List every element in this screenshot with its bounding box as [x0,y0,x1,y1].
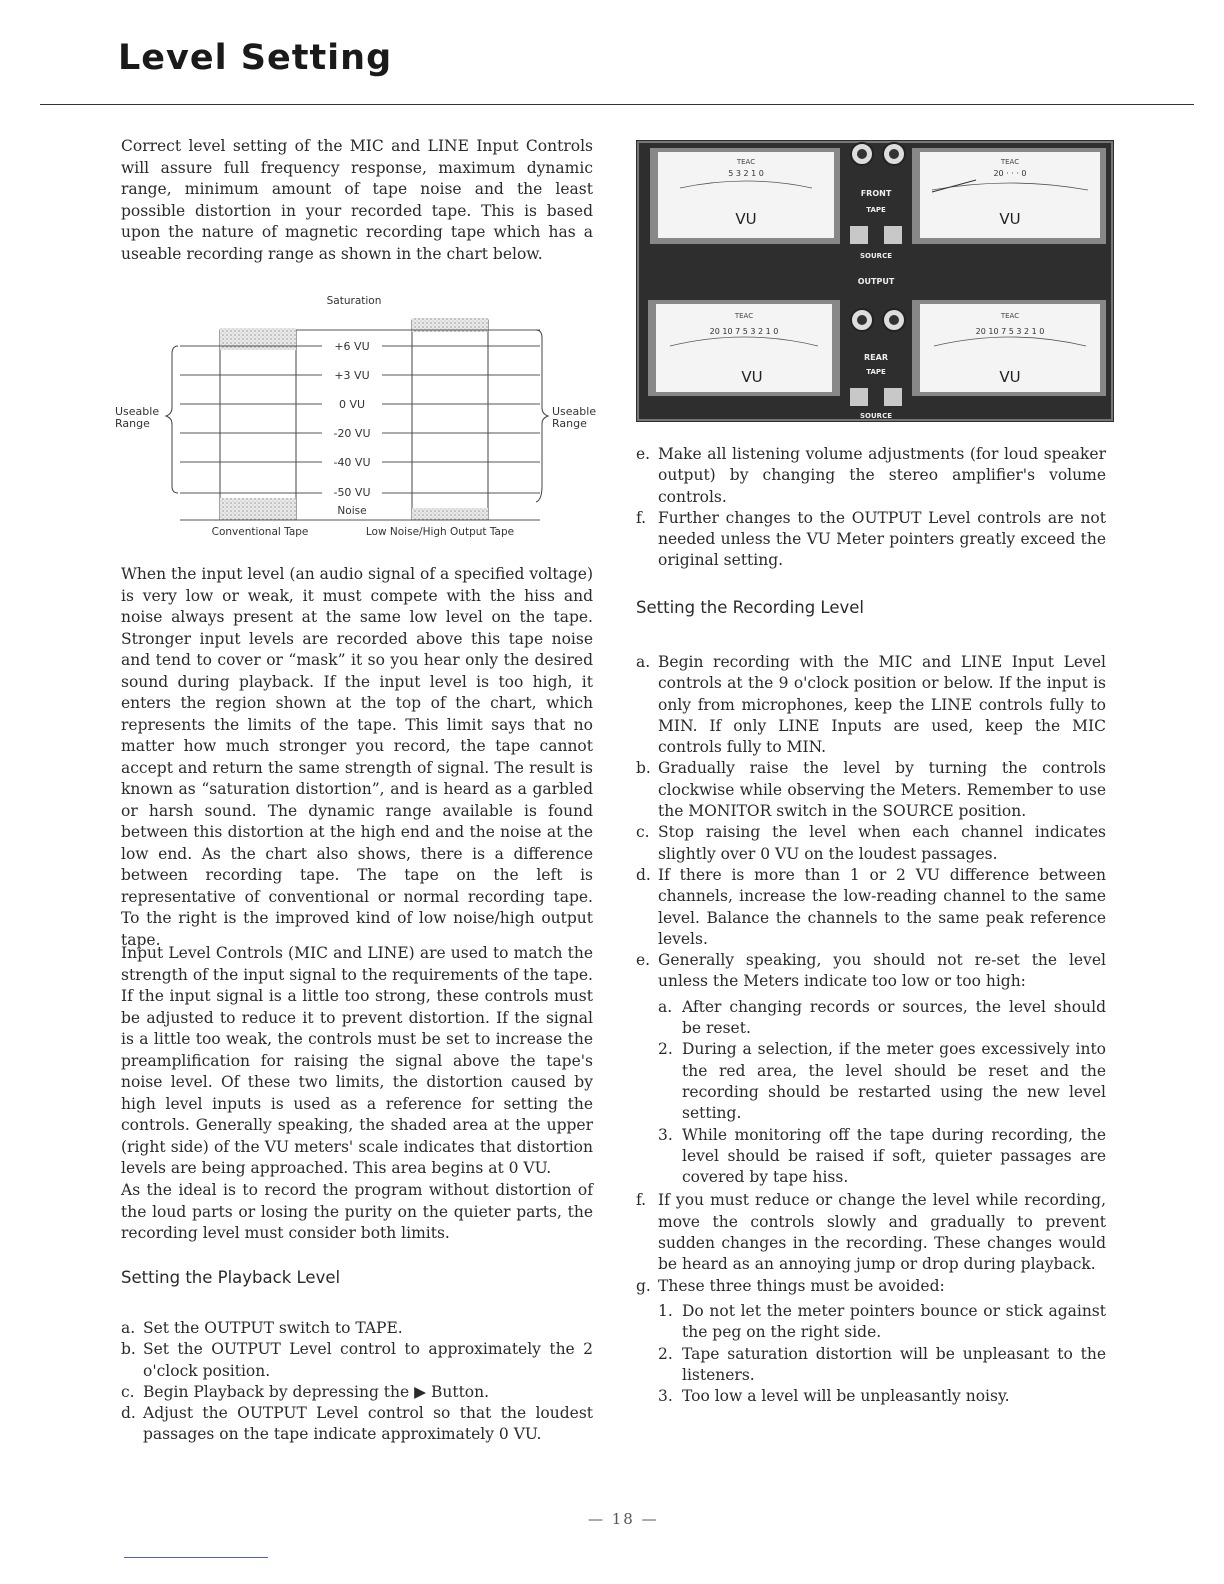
svg-text:TAPE: TAPE [866,206,886,214]
svg-text:TEAC: TEAC [1000,158,1020,166]
paragraph-input-level: When the input level (an audio signal of a specified voltage) is very low or weak, it must compete with the hiss and noise always present at the same low level on the tape. Stronger input levels are recorded above this tape noise and tend to cover or “mask” it so you hear only the desired sound during playback. If the input level is too high, it enters the region shown at the top of the chart, which represents the limits of the tape. This limit says that no matter how much stronger you record, the tape cannot accept and return the same strength of signal. The result is known as “saturation distortion”, and is heard as a garbled or harsh sound. The dynamic range available is found between this distortion at the high end and the noise at the low end. As the chart also shows, there is a difference between recording tape. The tape on the left is representative of conventional or normal recording tape. To the right is the improved kind of low noise/high output tape. [121,565,593,949]
footer-rule [124,1557,268,1558]
svg-text:VU: VU [999,210,1021,228]
recording-heading: Setting the Recording Level [636,598,864,617]
conventional-tape-caption: Conventional Tape [211,526,309,538]
right-range-label: Useable [552,405,597,418]
list-item: 3. Too low a level will be unpleasantly noisy. [658,1387,1010,1406]
chart-level-label: -40 VU [333,456,371,469]
svg-text:TAPE: TAPE [866,368,886,376]
vu-meter-bottom-left [648,300,840,396]
left-range-label: Range [115,417,150,430]
svg-text:20 10 7 5 3 2 1 0: 20 10 7 5 3 2 1 0 [709,327,779,336]
list-item: a. Set the OUTPUT switch to TAPE. [121,1319,403,1337]
paragraph-ideal: As the ideal is to record the program without distortion of the loud parts or losing the purity on the quieter parts, the recording level must consider both limits. [121,1181,593,1242]
conventional-noise-shade [220,498,296,520]
svg-text:VU: VU [741,368,763,386]
svg-text:TEAC: TEAC [734,312,754,320]
playback-steps-continued [636,444,1106,572]
svg-text:SOURCE: SOURCE [860,412,892,420]
list-item: a. Begin recording with the MIC and LINE Input Level controls at the 9 o'clock position or below. If the input is only from microphones, keep the LINE controls fully to MIN. If only LINE Inputs are used, keep the MIC controls fully to MIN. [636,653,1106,757]
vu-meter-bottom-right [912,300,1106,396]
left-range-brace [166,346,178,493]
chart-saturation-label: Saturation [326,295,382,307]
low-noise-tape-caption: Low Noise/High Output Tape [365,526,515,538]
chart-level-label: -20 VU [333,427,371,440]
list-item: 2. During a selection, if the meter goes excessively into the red area, the level should be reset and the recording should be restarted using the new level setting. [658,1040,1106,1123]
list-item: b. Set the OUTPUT Level control to approximately the 2 o'clock position. [121,1340,593,1380]
playback-heading: Setting the Playback Level [121,1268,341,1287]
list-item: f. Further changes to the OUTPUT Level controls are not needed unless the VU Meter pointers greatly exceed the original setting. [636,508,1106,570]
recording-steps [636,652,1106,1409]
svg-text:TEAC: TEAC [1000,312,1020,320]
chart-level-label: +3 VU [334,369,370,382]
chart-level-label: +6 VU [334,340,370,353]
svg-text:FRONT: FRONT [860,189,892,198]
chart-level-label: -50 VU [333,486,371,499]
vu-meter-top-left [650,148,840,244]
things-to-avoid [658,1301,1106,1407]
list-item: d. If there is more than 1 or 2 VU difference between channels, increase the low-reading channel to the same level. Balance the channels to the same peak reference levels. [636,865,1106,948]
list-item: 3. While monitoring off the tape during recording, the level should be raised if soft, quieter passages are covered by tape hiss. [658,1125,1106,1187]
low-noise-tape-column [412,320,488,520]
svg-text:TEAC: TEAC [736,158,756,166]
playback-steps [121,1318,593,1446]
svg-text:20 10 7 5 3 2 1 0: 20 10 7 5 3 2 1 0 [975,327,1045,336]
vu-meter-top-right [912,148,1106,244]
left-range-label: Useable [115,405,160,418]
svg-text:OUTPUT: OUTPUT [857,277,895,286]
chart-level-label: 0 VU [338,398,366,411]
page-number: — 18 — [588,1510,659,1528]
list-item: e. Generally speaking, you should not re-set the level unless the Meters indicate too low or too high: a. After changing records or sources, the level should be reset. 2. During a selection, if the meter goes excessively into the red area, the level should be reset and the recording should be restarted using the new level setting. 3. While monitoring off the tape during recording, the level should be raised if soft, quieter passages are covered by tape hiss. [636,950,1106,1188]
tape-range-chart [110,290,610,550]
paragraph-input-controls: Input Level Controls (MIC and LINE) are used to match the strength of the input signal to the requirements of the tape. If the input signal is a little too strong, these controls must be adjusted to reduce it to prevent distortion. If the signal is a little too weak, the controls must be set to increase the preamplification for raising the signal above the tape's noise level. Of these two limits, the distortion caused by high level inputs is used as a reference for setting the controls. Generally speaking, the shaded area at the upper (right side) of the VU meters' scale indicates that distortion levels are being approached. This area begins at 0 VU. [121,944,593,1177]
list-item: b. Gradually raise the level by turning the controls clockwise while observing the Meters. Remember to use the MONITOR switch in the SOURCE position. [636,759,1106,821]
svg-text:VU: VU [999,368,1021,386]
title-divider [40,104,1194,105]
low-noise-noise-shade [412,508,488,520]
svg-text:SOURCE: SOURCE [860,252,892,260]
svg-text:20 · · · 0: 20 · · · 0 [993,169,1027,178]
intro-paragraph: Correct level setting of the MIC and LINE Input Controls will assure full frequency response, maximum dynamic range, minimum amount of tape noise and the least possible distortion in your recorded tape. This is based upon the nature of magnetic recording tape which has a useable recording range as shown in the chart below. [121,137,593,263]
list-item: c. Stop raising the level when each channel indicates slightly over 0 VU on the loudest passages. [636,823,1106,863]
list-item: f. If you must reduce or change the level while recording, move the controls slowly and gradually to prevent sudden changes in the recording. These changes would be heard as an annoying jump or drop during playback. [636,1191,1106,1274]
svg-text:REAR: REAR [864,353,888,362]
right-range-label: Range [552,417,587,430]
list-item: g. These three things must be avoided: 1. Do not let the meter pointers bounce or stick against the peg on the right side. 2. Tape saturation distortion will be unpleasant to the listeners. 3. Too low a level will be unpleasantly noisy. [636,1276,1106,1408]
page-title: Level Setting [118,38,393,78]
vu-meter-photo [636,140,1114,422]
svg-text:5 3 2 1 0: 5 3 2 1 0 [728,169,764,178]
list-item: c. Begin Playback by depressing the ▶ Button. [121,1382,490,1401]
reset-conditions [658,997,1106,1189]
svg-text:VU: VU [735,210,757,228]
list-item: 2. Tape saturation distortion will be unpleasant to the listeners. [658,1344,1106,1384]
chart-noise-label: Noise [337,505,367,517]
list-item: 1. Do not let the meter pointers bounce or stick against the peg on the right side. [658,1301,1106,1342]
conventional-tape-column [220,330,296,520]
list-item: e. Make all listening volume adjustments (for loud speaker output) by changing the stereo amplifier's volume controls. [636,445,1106,506]
right-range-brace [536,330,548,502]
list-item: a. After changing records or sources, the level should be reset. [658,997,1106,1038]
list-item: d. Adjust the OUTPUT Level control so that the loudest passages on the tape indicate approximately 0 VU. [121,1404,593,1444]
conventional-saturation-shade [220,328,296,350]
